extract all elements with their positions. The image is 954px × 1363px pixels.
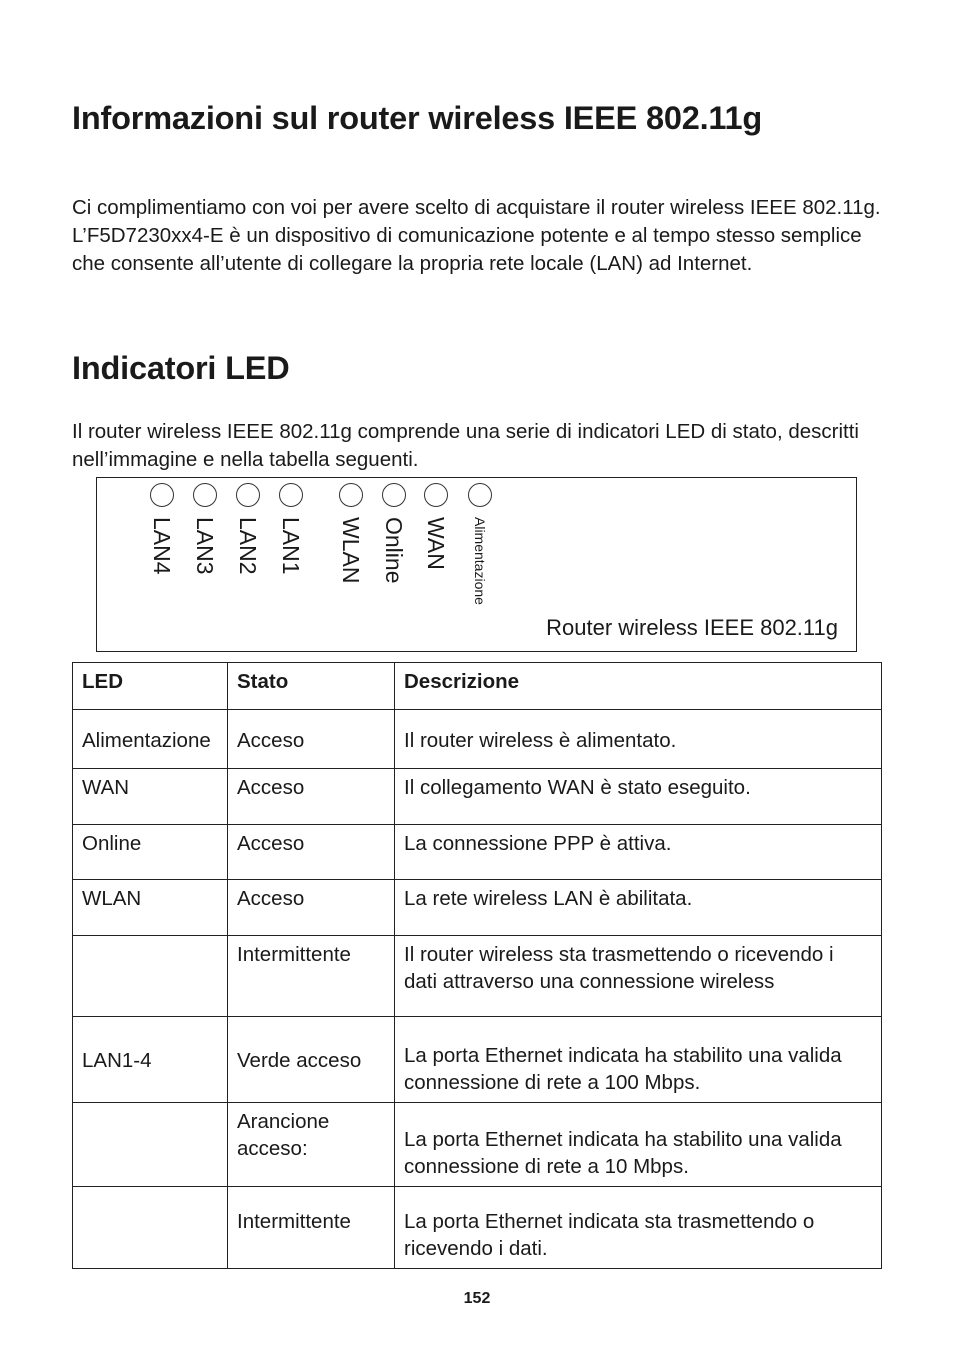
led-section-heading: Indicatori LED: [72, 350, 290, 386]
table-row: [73, 769, 882, 825]
cell-led: [73, 1103, 228, 1187]
cell-descrizione: La porta Ethernet indicata sta trasmettendo o ricevendo i dati.: [395, 1187, 882, 1269]
led-label: WAN: [423, 517, 449, 570]
led-indicator-icon: [193, 483, 217, 507]
cell-descrizione: La connessione PPP è attiva.: [395, 825, 882, 880]
cell-led: Online: [73, 825, 228, 880]
led-indicator-icon: [150, 483, 174, 507]
cell-descrizione: Il router wireless sta trasmettendo o ricevendo i dati attraverso una connessione wireless: [395, 936, 882, 1017]
led-label: Online: [381, 517, 407, 584]
led-label: WLAN: [338, 517, 364, 584]
table-row: [73, 1017, 882, 1103]
header-stato: Stato: [228, 663, 395, 710]
page-number: 152: [463, 1290, 491, 1307]
led-indicator-icon: [382, 483, 406, 507]
cell-led: LAN1-4: [73, 1017, 228, 1103]
cell-descrizione: La porta Ethernet indicata ha stabilito una valida connessione di rete a 10 Mbps.: [395, 1103, 882, 1187]
led-label: LAN1: [278, 517, 304, 575]
cell-stato: Intermittente: [228, 1187, 395, 1269]
led-label: LAN2: [235, 517, 261, 575]
table-row: [73, 1103, 882, 1187]
table-row: [73, 1187, 882, 1269]
cell-descrizione: La rete wireless LAN è abilitata.: [395, 880, 882, 936]
led-indicator-icon: [339, 483, 363, 507]
cell-descrizione: La porta Ethernet indicata ha stabilito una valida connessione di rete a 100 Mbps.: [395, 1017, 882, 1103]
cell-led: WLAN: [73, 880, 228, 936]
cell-descrizione: Il collegamento WAN è stato eseguito.: [395, 769, 882, 825]
table-row: [73, 936, 882, 1017]
table-header-row: [73, 663, 882, 710]
led-table: [72, 662, 882, 1269]
cell-descrizione: Il router wireless è alimentato.: [395, 710, 882, 769]
led-intro-paragraph: Il router wireless IEEE 802.11g comprende una serie di indicatori LED di stato, descritti nell’immagine e nella tabella seguenti.: [72, 420, 859, 471]
page-title: Informazioni sul router wireless IEEE 802.11g: [72, 100, 763, 136]
cell-led: [73, 1187, 228, 1269]
header-descrizione: Descrizione: [395, 663, 882, 710]
cell-led: WAN: [73, 769, 228, 825]
cell-stato: Acceso: [228, 769, 395, 825]
cell-led: [73, 936, 228, 1017]
led-indicator-icon: [279, 483, 303, 507]
cell-stato: Arancione acceso:: [228, 1103, 395, 1187]
led-label: LAN4: [149, 517, 175, 575]
cell-stato: Acceso: [228, 710, 395, 769]
header-led: LED: [73, 663, 228, 710]
cell-stato: Acceso: [228, 880, 395, 936]
led-label: LAN3: [192, 517, 218, 575]
cell-stato: Verde acceso: [228, 1017, 395, 1103]
intro-paragraph: Ci complimentiamo con voi per avere scelto di acquistare il router wireless IEEE 802.11g. L’F5D7230xx4-E è un dispositivo di comunicazione potente e al tempo stesso semplice che consente all’utente di collegare la propria rete locale (LAN) ad Internet.: [72, 196, 881, 275]
cell-stato: Acceso: [228, 825, 395, 880]
cell-led: Alimentazione: [73, 710, 228, 769]
led-indicator-icon: [424, 483, 448, 507]
router-label: Router wireless IEEE 802.11g: [546, 615, 838, 640]
cell-stato: Intermittente: [228, 936, 395, 1017]
led-label: Alimentazione: [472, 517, 488, 605]
table-row: [73, 710, 882, 769]
led-indicator-icon: [236, 483, 260, 507]
router-led-diagram: [96, 477, 857, 652]
table-row: [73, 880, 882, 936]
table-row: [73, 825, 882, 880]
led-indicator-icon: [468, 483, 492, 507]
